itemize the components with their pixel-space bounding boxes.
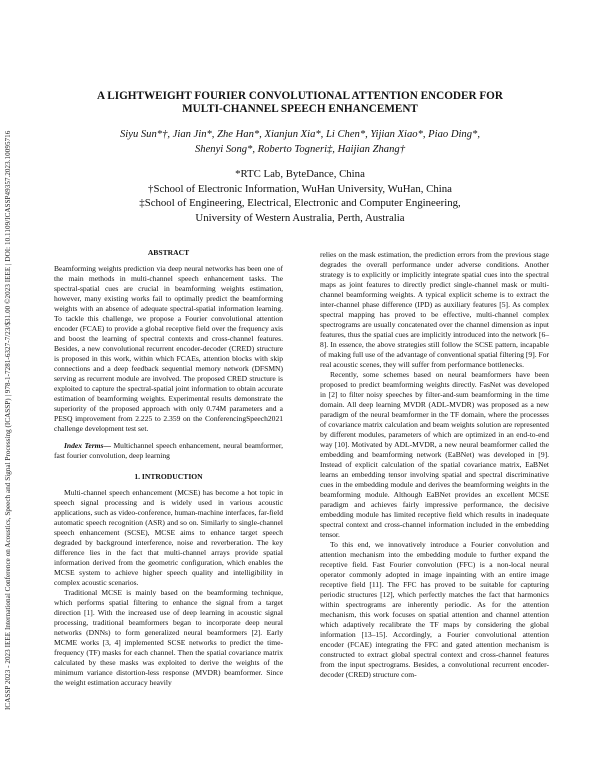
author-list — [40, 127, 560, 157]
ieee-sidebar-notice — [3, 70, 15, 720]
sidebar-text: ICASSP 2023 - 2023 IEEE International Conference on Acoustics, Speech and Signal Processing (ICASSP) | 978-1-7281-6327-7/23/$31.00 ©2023 IEEE | DOI: 10.1109/ICASSP49357.2023.10095716 — [4, 130, 12, 710]
introduction-heading: 1. INTRODUCTION — [134, 472, 203, 481]
right-column — [320, 250, 549, 680]
authors-line-1: Siyu Sun*†, Jian Jin*, Zhe Han*, Xianjun Xia*, Li Chen*, Yijian Xiao*, Piao Ding*, — [120, 129, 480, 140]
affiliation-uwa-school: ‡School of Engineering, Electrical, Electronic and Computer Engineering, — [139, 197, 461, 209]
affiliation-wuhan: †School of Electronic Information, WuHan University, WuHan, China — [148, 182, 452, 195]
intro-paragraph-1: Multi-channel speech enhancement (MCSE) has become a hot topic in speech signal processing and is widely used in various acoustic applications, such as video-conference, human-machine interfaces, far-field automatic speech recognition (ASR) and so on. Similarly to single-channel speech enhancement (SCSE), MCSE aims to enhance target speech degraded by background interference, noise and reverberation. The key difference lies in the fact that multi-channel arrays provide spatial information derived from the geometric configuration, which enables the MCSE system to achieve higher speech quality and intelligibility in complex acoustic scenarios. — [54, 488, 283, 587]
intro-paragraph-2: Traditional MCSE is mainly based on the beamforming technique, which performs spatial filtering to enhance the signal from a target direction [1]. With the increased use of deep learning in acoustic signal processing, traditional beamformers began to incorporate deep neural networks (DNNs) to form generalized neural beamformers [2]. Early MCME works [3, 4] implemented SCSE networks to predict the time-frequency (TF) masks for each channel. Then the spatial covariance matrix calculated by these masks was exploited to derive the weights of the minimum variance distortion-less response (MVDR) beamformer. Since the weight estimation accuracy heavily — [54, 588, 283, 687]
title-line-2: MULTI-CHANNEL SPEECH ENHANCEMENT — [182, 103, 418, 115]
right-paragraph-3: To this end, we innovatively introduce a Fourier convolution and attention mechanism into the embedding module to further expand the receptive field. Fast Fourier convolution (FFC) is a non-local neural operator commonly adopted in image inpainting with an entire image receptive field [11]. The FFC has proved to be suitable for capturing periodic structures [12], which perfectly matches the fact that harmonics within spectrograms are inherently periodic. As for the attention mechanism, this work focuses on spatial attention and channel attention which adaptively recalibrate the TF maps by considering the global information [13–15]. Accordingly, a Fourier convolutional attention encoder (FCAE) integrating the FFC and gated attention mechanism is constructed to extract global spectral context and cross-channel features from the input spectrograms. Besides, a convolutional recurrent encoder-decoder (CRED) structure com- — [320, 540, 549, 679]
affiliation-uwa-location: University of Western Australia, Perth, Australia — [195, 211, 405, 224]
right-paragraph-2: Recently, some schemes based on neural beamformers have been proposed to predict beamforming weights directly. FasNet was developed in [2] to filter noisy speeches by filter-and-sum beamforming in the time domain. All deep learning MVDR (ADL-MVDR) was proposed as a new paradigm of the neural beamformer in the TF domain, where the processes of covariance matrix calculation and beam weights solution are represented by different modules, parameters of which are optimized in an end-to-end way [10]. Motivated by ADL-MVDR, a new neural beamformer called the embedding and beamforming network (EaBNet) was developed in [9]. Instead of explicit calculation of the spatial covariance matrix, EaBNet learns an embedding tensor involving spatial and spectral discriminative cues in the embedding module and derives the beamforming weights in the beamforming module. Although EaBNet provides an excellent MCSE paradigm and achieves fairly impressive performance, the decisive embedding module has limited receptive field which results in inadequate spectral context and cross-channel information included in the embedding tensor. — [320, 370, 549, 539]
abstract-heading: ABSTRACT — [147, 248, 190, 257]
right-paragraph-1: relies on the mask estimation, the prediction errors from the previous stage degrades the overall performance under adverse conditions. Another strategy is to explicitly or implicitly integrate spatial cues into the spectral maps as joint features to directly predict single-channel mask or multi-channel beamforming weights. A typical explicit scheme is to extract the inter-channel phase difference (IPD) as auxiliary features [5]. As complex spectral mapping has proved to be effective, multi-channel complex spectrograms are usually concatenated over the channel dimension as input features, thus the spatial cues are implicitly introduced into the network [6–8]. In essence, the above strategies still follow the SCSE pattern, incapable of making full use of the advantage of conventional spatial filtering [9]. For real acoustic scenes, they will suffer from performance bottlenecks. — [320, 250, 549, 369]
index-terms-text: Multichannel speech enhancement, neural beamformer, fast fourier convolution, deep learning — [54, 441, 283, 460]
abstract-text: Beamforming weights prediction via deep neural networks has been one of the main methods in multi-channel speech enhancement tasks. The spectral-spatial cues are crucial in beamforming weights estimation, however, many existing works fail to optimally predict the beamforming weights with an absence of adequate spectral-spatial information learning. To tackle this challenge, we propose a Fourier convolutional attention encoder (FCAE) to provide a global receptive field over the frequency axis and boost the learning of spectral contexts and cross-channel features. Besides, a new convolutional recurrent encoder-decoder (CRED) structure is proposed in this work, within which FCAEs, attention blocks with skip connections and a deep feedback sequential memory network (DFSMN) serving as recurrent module are involved. The proposed CRED structure is exploited to capture the spectral-spatial joint information to obtain accurate estimation of beamforming weights. Experimental results demonstrate the superiority of the proposed approach with only 0.74M parameters and a PESQ improvement from 2.225 to 2.359 on the ConferencingSpeech2021 challenge development test set. — [54, 264, 283, 433]
title-line-1: A LIGHTWEIGHT FOURIER CONVOLUTIONAL ATTENTION ENCODER FOR — [97, 90, 503, 102]
left-column — [54, 248, 283, 688]
paper-title — [40, 90, 560, 116]
index-terms-label: Index Terms— — [64, 441, 112, 450]
affiliations — [40, 167, 560, 225]
index-terms — [54, 441, 283, 461]
authors-line-2: Shenyi Song*, Roberto Togneri‡, Haijian Zhang† — [194, 144, 405, 155]
affiliation-bytedance: *RTC Lab, ByteDance, China — [235, 168, 365, 180]
